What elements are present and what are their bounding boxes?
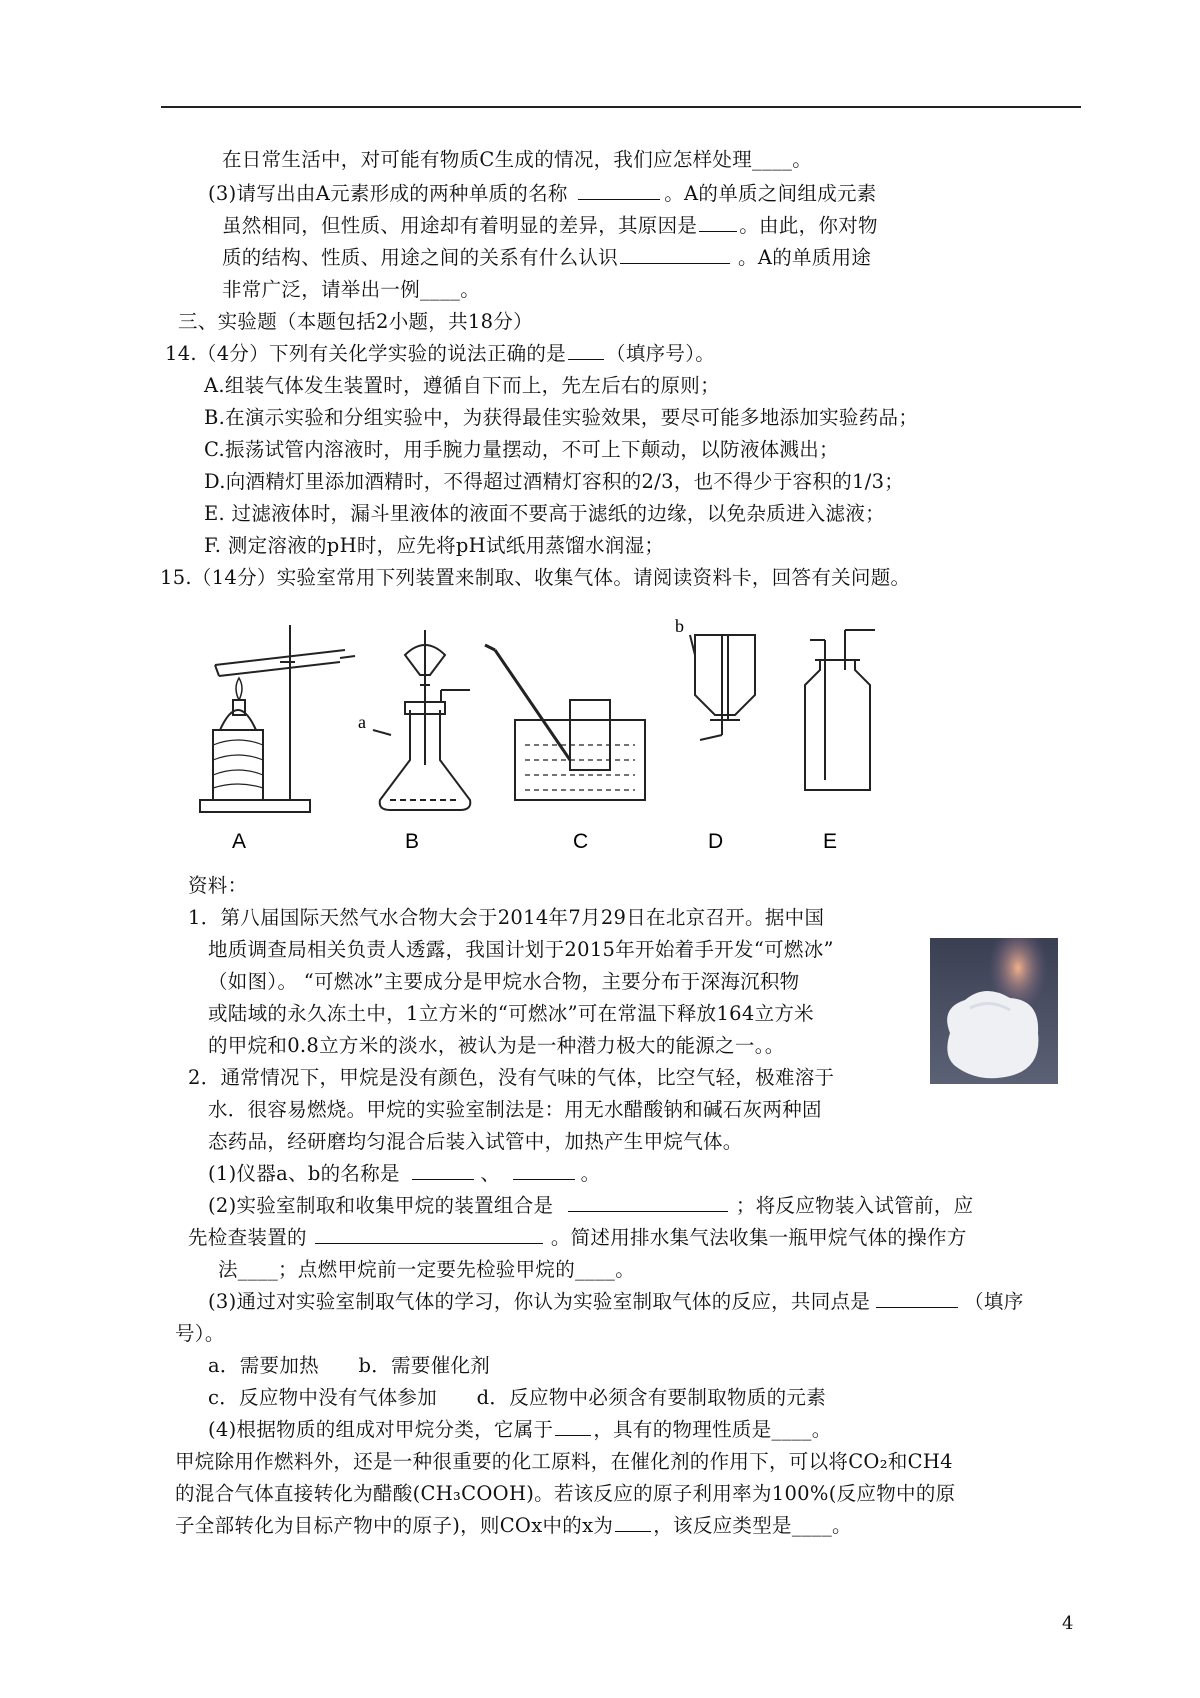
figure-label-e: E	[823, 830, 838, 853]
text-line: (2)实验室制取和收集甲烷的装置组合是 ；将反应物装入试管前，应	[208, 1194, 974, 1217]
answer-blank[interactable]	[555, 1417, 591, 1436]
text-line: 的甲烷和0.8立方米的淡水，被认为是一种潜力极大的能源之一。。	[208, 1034, 785, 1057]
answer-blank[interactable]	[699, 213, 737, 232]
page-number: 4	[1062, 1613, 1074, 1634]
option-line: a．需要加热 b．需要催化剂	[208, 1354, 491, 1377]
text-line: 的混合气体直接转化为醋酸(CH₃COOH)。若该反应的原子利用率为100%(反应物中的原	[175, 1482, 956, 1505]
question-14: 14.（4分）下列有关化学实验的说法正确的是 （填序号）。	[165, 342, 716, 365]
figure-label-c: C	[573, 830, 589, 853]
option-a: A.组装气体发生装置时，遵循自下而上，先左后右的原则；	[204, 374, 720, 397]
answer-blank[interactable]	[568, 1193, 728, 1212]
text-line: 质的结构、性质、用途之间的关系有什么认识 。A的单质用途	[222, 246, 872, 269]
text-line: 虽然相同，但性质、用途却有着明显的差异，其原因是 。由此，你对物	[222, 214, 878, 237]
apparatus-e	[805, 630, 875, 790]
text-line: 在日常生活中，对可能有物质C生成的情况，我们应怎样处理____。	[222, 148, 813, 171]
answer-blank[interactable]	[568, 341, 604, 360]
text-line: （如图）。 “可燃冰”主要成分是甲烷水合物，主要分布于深海沉积物	[208, 970, 800, 993]
apparatus-b	[373, 630, 470, 810]
combustible-ice-photo	[930, 938, 1058, 1084]
answer-blank[interactable]	[412, 1161, 474, 1180]
text-line: 甲烷除用作燃料外，还是一种很重要的化工原料，在催化剂的作用下，可以将CO₂和CH4	[175, 1450, 953, 1473]
figure-label-d: D	[708, 830, 724, 853]
text-line: 子全部转化为目标产物中的原子)，则COx中的x为 ，该反应类型是____。	[175, 1514, 852, 1537]
text-line: 法____；点燃甲烷前一定要先检验甲烷的____。	[218, 1258, 635, 1281]
answer-blank[interactable]	[876, 1289, 958, 1308]
text-line: 先检查装置的 。简述用排水集气法收集一瓶甲烷气体的操作方	[188, 1226, 967, 1249]
figure-label-a: A	[232, 830, 247, 853]
text-line: (3)请写出由A元素形成的两种单质的名称 。A的单质之间组成元素	[208, 182, 877, 205]
text-line: (1)仪器a、b的名称是 、 。	[208, 1162, 601, 1185]
figure-label-b: B	[405, 830, 420, 853]
question-15: 15.（14分）实验室常用下列装置来制取、收集气体。请阅读资料卡，回答有关问题。	[160, 566, 911, 589]
header-rule	[161, 106, 1081, 108]
part-label-b: b	[675, 616, 684, 636]
text-line: 非常广泛，请举出一例____。	[222, 278, 480, 301]
section-heading: 三、实验题（本题包括2小题，共18分）	[178, 310, 533, 333]
text-line: 水．很容易燃烧。甲烷的实验室制法是：用无水醋酸钠和碱石灰两种固	[208, 1098, 822, 1121]
text-line: 或陆域的永久冻土中，1立方米的“可燃冰”可在常温下释放164立方米	[208, 1002, 814, 1025]
answer-blank[interactable]	[615, 1513, 651, 1532]
answer-blank[interactable]	[513, 1161, 575, 1180]
text-line: (4)根据物质的组成对甲烷分类，它属于 ，具有的物理性质是____。	[208, 1418, 832, 1441]
option-f: F. 测定溶液的pH时，应先将pH试纸用蒸馏水润湿；	[204, 534, 665, 557]
apparatus-d	[690, 635, 755, 740]
option-line: c．反应物中没有气体参加 d．反应物中必须含有要制取物质的元素	[208, 1386, 827, 1409]
text-line: 1．第八届国际天然气水合物大会于2014年7月29日在北京召开。据中国	[188, 906, 825, 929]
apparatus-c	[485, 645, 645, 800]
option-d: D.向酒精灯里添加酒精时，不得超过酒精灯容积的2/3，也不得少于容积的1/3；	[204, 470, 905, 493]
option-c: C.振荡试管内溶液时，用手腕力量摆动，不可上下颠动，以防液体溅出；	[204, 438, 839, 461]
option-b: B.在演示实验和分组实验中，为获得最佳实验效果，要尽可能多地添加实验药品；	[204, 406, 919, 429]
text-line: 资料：	[188, 874, 248, 897]
text-line: 2．通常情况下，甲烷是没有颜色，没有气味的气体，比空气轻，极难溶于	[188, 1066, 835, 1089]
part-label-a: a	[358, 712, 366, 732]
option-e: E. 过滤液体时，漏斗里液体的液面不要高于滤纸的边缘，以免杂质进入滤液；	[204, 502, 885, 525]
text-line: 号）。	[175, 1322, 225, 1345]
answer-blank[interactable]	[315, 1225, 543, 1244]
answer-blank[interactable]	[578, 181, 660, 200]
text-line: (3)通过对实验室制取气体的学习，你认为实验室制取气体的反应，共同点是 （填序	[208, 1290, 1024, 1313]
answer-blank[interactable]	[620, 245, 730, 264]
text-line: 态药品，经研磨均匀混合后装入试管中，加热产生甲烷气体。	[208, 1130, 743, 1153]
text-line: 地质调查局相关负责人透露，我国计划于2015年开始着手开发“可燃冰”	[208, 938, 834, 961]
apparatus-a	[200, 625, 355, 812]
apparatus-figure	[195, 610, 955, 870]
